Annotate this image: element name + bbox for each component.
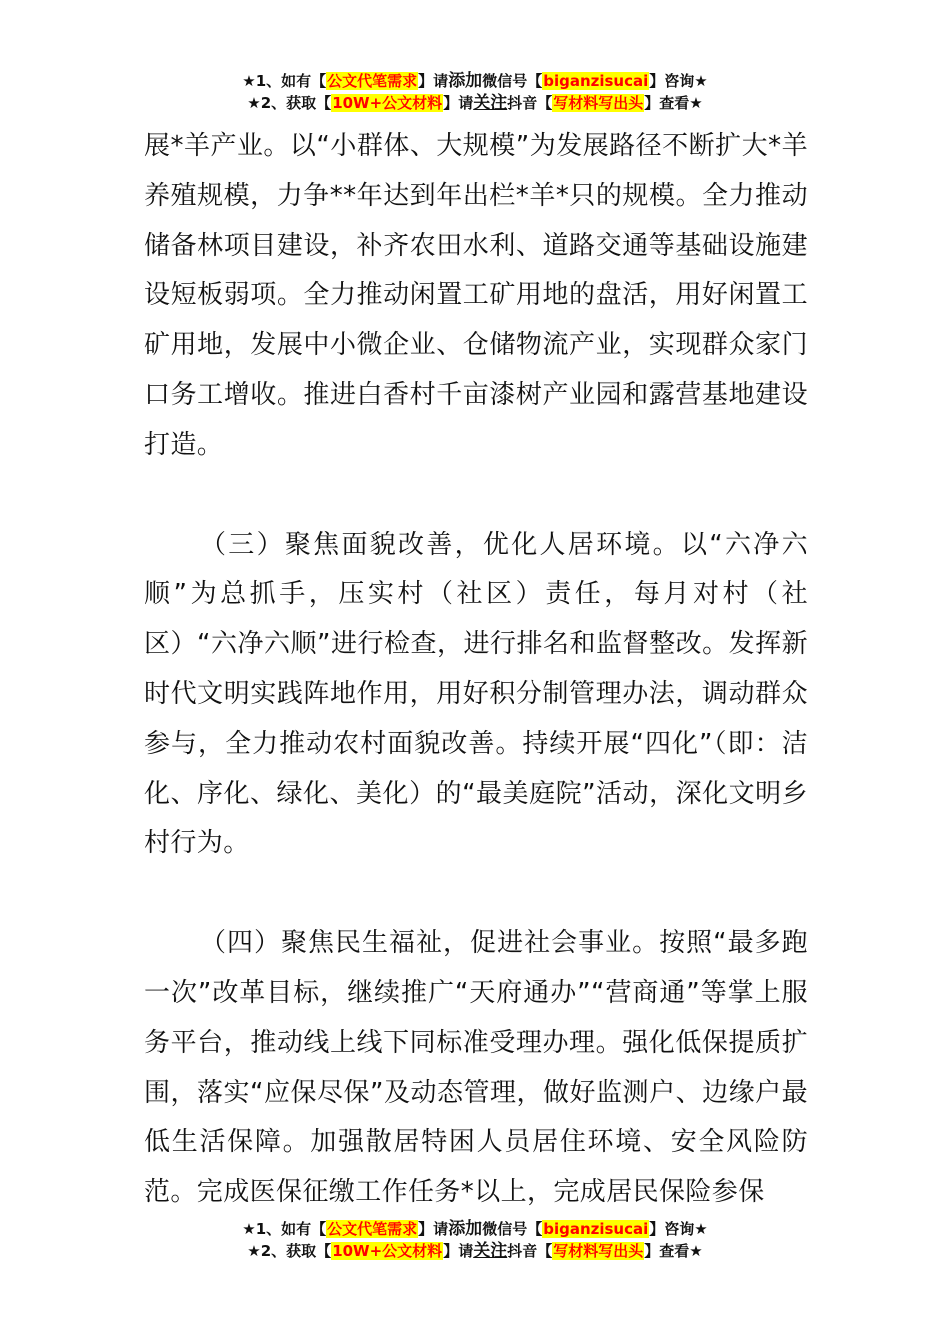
banner-highlight: 10W+公文材料 [332, 94, 443, 112]
paragraph: （四）聚焦民生福祉，促进社会事业。按照“最多跑一次”改革目标，继续推广“天府通办”“营商通”等掌上服务平台，推动线上线下同标准受理办理。强化低保提质扩围，落实“应保尽保”及动态管理，做好监测户、边缘户最低生活保障。加强散居特困人员居住环境、安全风险防范。完成医保征缴工作任务*以上，完成居民保险参保 [144, 928, 808, 1208]
document-body [144, 122, 808, 1218]
banner-highlight: biganzisucai [543, 72, 649, 90]
banner-highlight: biganzisucai [543, 1220, 649, 1238]
footer-banner [0, 1218, 950, 1262]
banner-highlight: 写材料写出头 [553, 1242, 644, 1260]
banner-line-2: ★2、获取【10W+公文材料】请关注抖音【写材料写出头】查看★ [247, 1241, 703, 1261]
header-banner [0, 70, 950, 114]
paragraph: （三）聚焦面貌改善，优化人居环境。以“六净六顺”为总抓手，压实村（社区）责任，每月对村（社区）“六净六顺”进行检查，进行排名和监督整改。发挥新时代文明实践阵地作用，用好积分制管理办法，调动群众参与，全力推动农村面貌改善。持续开展“四化”（即：洁化、序化、绿化、美化）的“最美庭院”活动，深化文明乡村行为。 [144, 529, 808, 859]
banner-highlight: 10W+公文材料 [332, 1242, 443, 1260]
banner-line-2: ★2、获取【10W+公文材料】请关注抖音【写材料写出头】查看★ [247, 93, 703, 113]
banner-highlight: 写材料写出头 [553, 94, 644, 112]
banner-highlight: 公文代笔需求 [327, 72, 418, 90]
banner-highlight: 公文代笔需求 [327, 1220, 418, 1238]
paragraph: 展*羊产业。以“小群体、大规模”为发展路径不断扩大*羊养殖规模，力争**年达到年出栏*羊*只的规模。全力推动储备林项目建设，补齐农田水利、道路交通等基础设施建设短板弱项。全力推动闲置工矿用地的盘活，用好闲置工矿用地，发展中小微企业、仓储物流产业，实现群众家门口务工增收。推进白香村千亩漆树产业园和露营基地建设打造。 [144, 131, 808, 460]
banner-line-1: ★1、如有【公文代笔需求】请添加微信号【biganzisucai】咨询★ [242, 1219, 708, 1239]
banner-line-1: ★1、如有【公文代笔需求】请添加微信号【biganzisucai】咨询★ [242, 71, 708, 91]
